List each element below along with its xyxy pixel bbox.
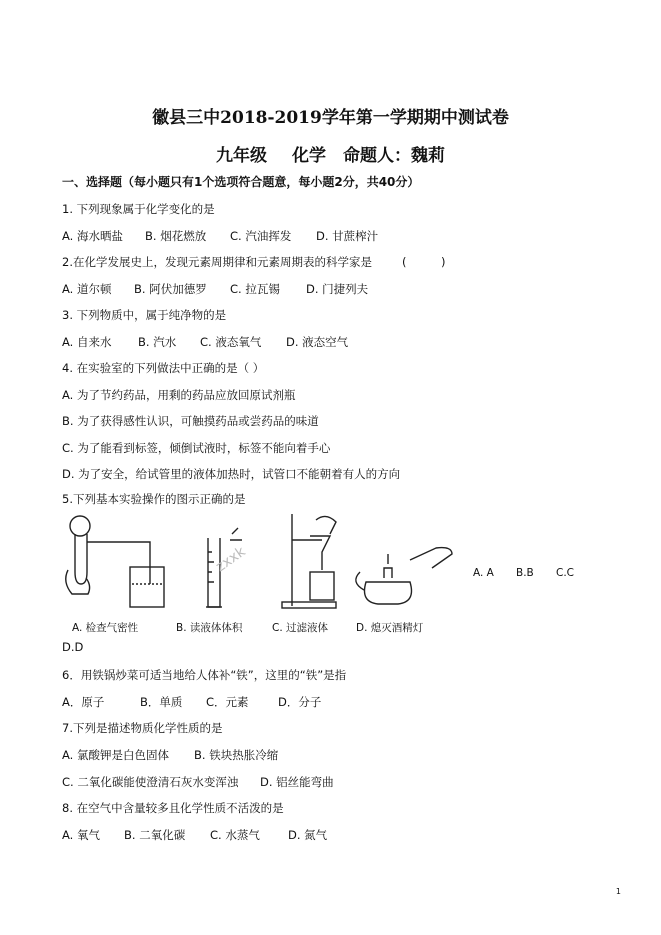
- filtration-setup-illustration: [282, 514, 336, 608]
- q7-option-a: A. 氯酸钾是白色固体: [62, 748, 169, 762]
- question-1-stem: 1. 下列现象属于化学变化的是: [62, 202, 215, 216]
- q5-option-b: B.B: [516, 567, 534, 579]
- question-6-stem: 6．用铁锅炒菜可适当地给人体补“铁”，这里的“铁”是指: [62, 668, 347, 682]
- watermark: zxxk: [213, 543, 249, 576]
- q7-option-b: B. 铁块热胀冷缩: [194, 748, 279, 762]
- q8-option-d: D. 氮气: [288, 828, 328, 842]
- q7-option-d: D. 铝丝能弯曲: [260, 775, 334, 789]
- page-number: 1: [615, 887, 621, 896]
- airtightness-check-illustration: [66, 516, 164, 607]
- q2-option-b: B. 阿伏加德罗: [134, 282, 207, 296]
- question-2-stem: 2.在化学发展史上，发现元素周期律和元素周期表的科学家是: [62, 255, 372, 269]
- q2-answer-blank: ( ): [402, 255, 446, 269]
- q1-option-d: D. 甘蔗榨汁: [316, 229, 379, 243]
- q2-option-a: A. 道尔顿: [62, 282, 112, 296]
- alcohol-lamp-illustration: [356, 548, 452, 604]
- question-3-stem: 3. 下列物质中，属于纯净物的是: [62, 308, 227, 322]
- q5-option-c: C.C: [556, 567, 575, 579]
- exam-subtitle: 九年级 化学 命题人：魏莉: [216, 146, 445, 166]
- q6-option-d: D．分子: [278, 695, 322, 709]
- q8-option-c: C. 水蒸气: [210, 828, 260, 842]
- q3-option-c: C. 液态氧气: [200, 335, 262, 349]
- q6-option-b: B．单质: [140, 695, 183, 709]
- q7-option-c: C. 二氧化碳能使澄清石灰水变浑浊: [62, 775, 239, 789]
- q4-option-d: D. 为了安全，给试管里的液体加热时，试管口不能朝着有人的方向: [62, 467, 401, 481]
- q3-option-d: D. 液态空气: [286, 335, 349, 349]
- q6-option-c: C．元素: [206, 695, 249, 709]
- q8-option-b: B. 二氧化碳: [124, 828, 186, 842]
- q5-option-a: A. A: [473, 567, 494, 579]
- lab-operations-figure: [60, 512, 466, 614]
- question-4-stem: 4. 在实验室的下列做法中正确的是（ ）: [62, 361, 265, 375]
- q5-option-d: D.D: [62, 640, 84, 654]
- q4-option-c: C. 为了能看到标签，倾倒试液时，标签不能向着手心: [62, 441, 331, 455]
- q1-option-b: B. 烟花燃放: [145, 229, 207, 243]
- q4-option-b: B. 为了获得感性认识，可触摸药品或尝药品的味道: [62, 414, 319, 428]
- q2-option-d: D. 门捷列夫: [306, 282, 369, 296]
- q6-option-a: A．原子: [62, 695, 105, 709]
- question-7-stem: 7.下列是描述物质化学性质的是: [62, 721, 223, 735]
- section-heading: 一、选择题（每小题只有1个选项符合题意，每小题2分，共40分）: [62, 175, 420, 189]
- question-5-stem: 5.下列基本实验操作的图示正确的是: [62, 492, 246, 506]
- page-title: 徽县三中2018-2019学年第一学期期中测试卷: [152, 108, 509, 128]
- figure-label-c: C. 过滤液体: [272, 622, 329, 634]
- q1-option-a: A. 海水晒盐: [62, 229, 123, 243]
- q8-option-a: A. 氧气: [62, 828, 100, 842]
- question-8-stem: 8. 在空气中含量较多且化学性质不活泼的是: [62, 801, 284, 815]
- figure-label-a: A. 检查气密性: [72, 622, 139, 634]
- q4-option-a: A. 为了节约药品，用剩的药品应放回原试剂瓶: [62, 388, 296, 402]
- q2-option-c: C. 拉瓦锡: [230, 282, 280, 296]
- q3-option-b: B. 汽水: [138, 335, 177, 349]
- figure-label-b: B. 读液体体积: [176, 622, 243, 634]
- q3-option-a: A. 自来水: [62, 335, 112, 349]
- q1-option-c: C. 汽油挥发: [230, 229, 292, 243]
- figure-label-d: D. 熄灭酒精灯: [356, 622, 424, 634]
